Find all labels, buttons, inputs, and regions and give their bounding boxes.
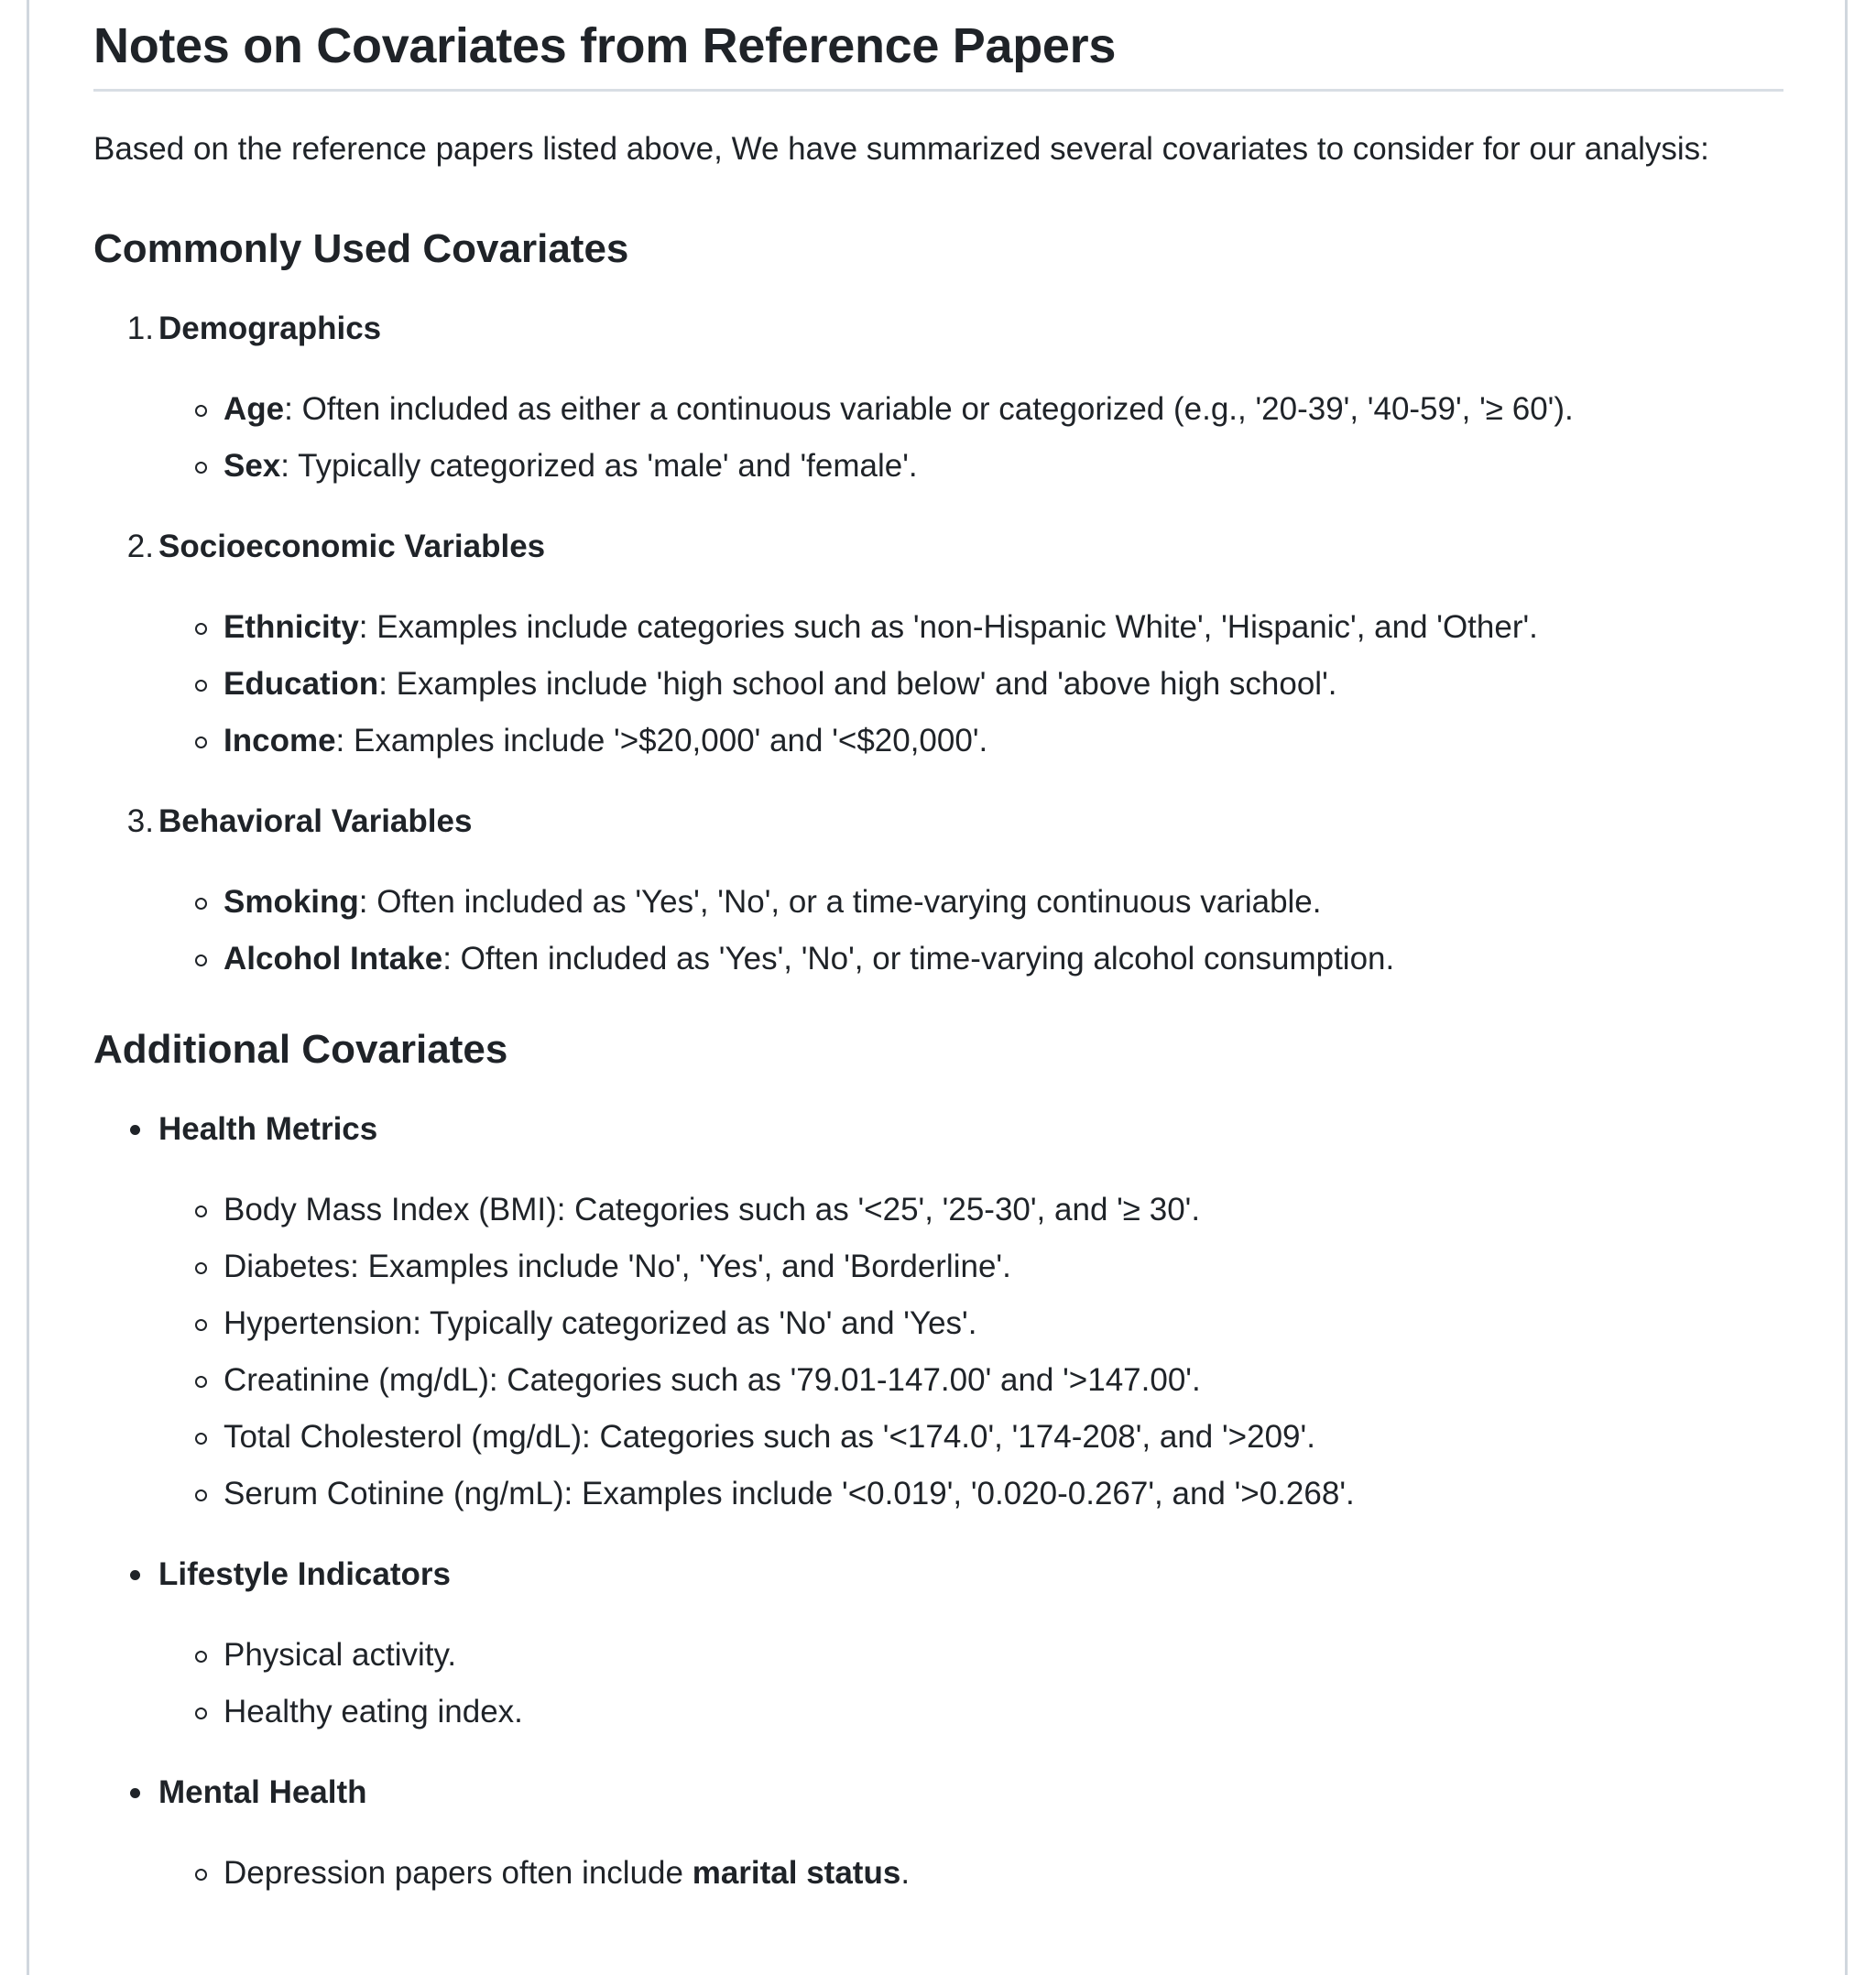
item-term: Ethnicity [224,609,359,645]
hollow-bullet-icon [195,680,207,692]
list-number: 2. [126,529,154,564]
bullet-icon [130,1570,140,1580]
list-item [93,1242,1783,1292]
hollow-bullet-icon [195,1651,207,1663]
item-text: : Examples include categories such as 'non-Hispanic White', 'Hispanic', and 'Other'. [358,609,1538,645]
item-text: Creatinine (mg/dL): Categories such as '79.01-147.00' and '>147.00'. [224,1362,1201,1398]
sub-list [93,1817,1783,1898]
item-text: Hypertension: Typically categorized as 'No' and 'Yes'. [224,1305,977,1341]
item-text: Total Cholesterol (mg/dL): Categories such as '<174.0', '174-208', and '>209'. [224,1419,1315,1455]
unordered-list-item [93,1105,1783,1154]
list-item [93,603,1783,652]
item-text-suffix: . [900,1855,911,1891]
list-item [93,1469,1783,1519]
hollow-bullet-icon [195,955,207,966]
hollow-bullet-icon [195,1869,207,1881]
hollow-bullet-icon [195,1376,207,1388]
list-group-behavioral [93,797,1783,984]
list-item [93,934,1783,984]
bullet-icon [130,1788,140,1798]
ordered-list-item [93,797,1783,846]
sub-list [93,1154,1783,1519]
hollow-bullet-icon [195,1433,207,1445]
item-text: : Examples include '>$20,000' and '<$20,000'. [335,723,988,758]
hollow-bullet-icon [195,623,207,635]
bullet-icon [130,1125,140,1135]
item-text: : Examples include 'high school and below' and 'above high school'. [378,666,1337,702]
intro-paragraph: Based on the reference papers listed above, We have summarized several covariates to consider for our analysis: [93,131,1709,167]
list-number: 1. [126,311,154,346]
item-text: Physical activity. [224,1637,457,1673]
page-title: Notes on Covariates from Reference Papers [93,0,1783,92]
list-group-mental-health [93,1768,1783,1898]
hollow-bullet-icon [195,1489,207,1501]
group-title: Health Metrics [158,1111,378,1147]
item-text: : Often included as either a continuous variable or categorized (e.g., '20-39', '40-59', '≥ 60'). [284,391,1574,427]
list-group-lifestyle [93,1550,1783,1737]
unordered-list-item [93,1768,1783,1817]
group-title: Socioeconomic Variables [158,529,546,564]
hollow-bullet-icon [195,1262,207,1274]
group-title: Demographics [158,311,382,346]
item-text: Body Mass Index (BMI): Categories such as '<25', '25-30', and '≥ 30'. [224,1192,1201,1228]
item-term: Sex [224,448,281,484]
list-item [93,1413,1783,1462]
list-item [93,1849,1783,1898]
sub-list [93,846,1783,984]
section-heading-common: Commonly Used Covariates [93,226,629,271]
item-term: Smoking [224,884,359,920]
item-text: : Often included as 'Yes', 'No', or time-varying alcohol consumption. [442,941,1395,977]
hollow-bullet-icon [195,1319,207,1331]
list-item [93,1687,1783,1737]
sub-list [93,572,1783,766]
group-title: Lifestyle Indicators [158,1556,451,1592]
list-group-health-metrics [93,1105,1783,1519]
item-text: Healthy eating index. [224,1694,523,1729]
group-title: Mental Health [158,1774,367,1810]
list-item [93,716,1783,766]
section-heading-additional: Additional Covariates [93,1027,508,1072]
item-term: Age [224,391,285,427]
list-item [93,1356,1783,1405]
hollow-bullet-icon [195,462,207,474]
item-term: Education [224,666,379,702]
list-item [93,878,1783,927]
item-emphasis: marital status [692,1855,901,1891]
item-text: : Often included as 'Yes', 'No', or a time-varying continuous variable. [358,884,1322,920]
hollow-bullet-icon [195,1708,207,1719]
hollow-bullet-icon [195,405,207,417]
item-text: : Typically categorized as 'male' and 'female'. [280,448,918,484]
item-term: Alcohol Intake [224,941,443,977]
item-text: Depression papers often include [224,1855,693,1891]
hollow-bullet-icon [195,1206,207,1217]
ordered-list-item [93,304,1783,354]
markdown-content [93,0,1783,1905]
sub-list [93,1599,1783,1737]
unordered-list-item [93,1550,1783,1599]
list-item [93,1185,1783,1235]
list-item [93,660,1783,709]
item-text: Diabetes: Examples include 'No', 'Yes', and 'Borderline'. [224,1249,1011,1284]
item-text: Serum Cotinine (ng/mL): Examples include '<0.019', '0.020-0.267', and '>0.268'. [224,1476,1355,1511]
group-title: Behavioral Variables [158,803,473,839]
list-number: 3. [126,803,154,839]
list-item [93,1631,1783,1680]
list-group-socioeconomic [93,522,1783,766]
list-item [93,442,1783,491]
list-item [93,1299,1783,1348]
item-term: Income [224,723,336,758]
ordered-list-item [93,522,1783,572]
hollow-bullet-icon [195,898,207,910]
hollow-bullet-icon [195,737,207,748]
list-item [93,385,1783,434]
list-group-demographics [93,304,1783,491]
sub-list [93,354,1783,491]
